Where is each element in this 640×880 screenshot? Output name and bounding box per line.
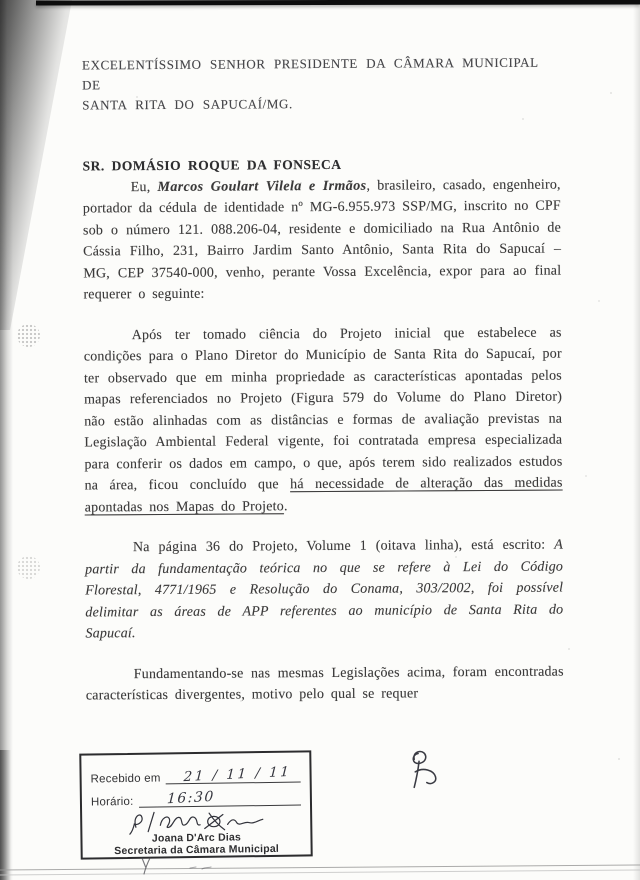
stamp-time-row [91, 783, 301, 809]
paragraph-identification: Eu, Marcos Goulart Vilela e Irmãos, brasileiro, casado, engenheiro, portador da cédula de identidade nº MG-6.955.973 SSP/MG, inscrito no CPF sob o número 121. 088.206-04, residente e domiciliado na Rua Antônio de Cássia Filho, 231, Bairro Jardim Santo Antônio, Santa Rita do Sapucaí – MG, CEP 37540-000, venho, perante Vossa Excelência, expor para ao final requerer o seguinte: [82, 177, 562, 303]
paper-speckles [0, 0, 2, 2]
signature-tail-marks [132, 856, 222, 878]
paragraph-quote: Na página 36 do Projeto, Volume 1 (oitava linha), está escrito: A partir da fundamentação teórica no que se refere à Lei do Código Florestal, 4771/1965 e Resolução do Conama, 303/2002, foi possível delimitar as áreas de APP referentes ao município de Santa Rita do Sapucaí. [85, 537, 564, 642]
scan-right-edge-shadow [633, 0, 640, 880]
stamp-received-line [165, 759, 300, 785]
stamp-received-label: Recebido em [90, 772, 161, 786]
addressee-name: SR. DOMÁSIO ROQUE DA FONSECA [82, 156, 342, 174]
handwritten-rubric-icon [392, 740, 450, 798]
paper-smudge [17, 324, 40, 347]
received-stamp [79, 750, 312, 859]
salutation-line-2: SANTA RITA DO SAPUCAÍ/MG. [82, 96, 293, 113]
stamp-time-label: Horário: [90, 795, 134, 809]
stamp-time-handwritten: 16:30 [165, 788, 215, 808]
stamp-received-date-handwritten: 21 / 11 / 11 [183, 763, 292, 786]
salutation-line-1: EXCELENTÍSSIMO SENHOR PRESIDENTE DA CÂMARA MUNICIPAL DE [81, 54, 539, 93]
letter-salutation [82, 53, 560, 116]
stamp-time-line [138, 782, 301, 808]
stamp-signatory-title: Secretaria da Câmara Municipal [114, 842, 280, 858]
scan-top-edge-bar [36, 0, 640, 6]
scan-left-bottom-shadow [0, 750, 11, 880]
paragraph-request: Fundamentando-se nas mesmas Legislações acima, foram encontradas características divergentes, motivo pelo qual se requer [85, 664, 564, 704]
paragraph-exposition: Após ter tomado ciência do Projeto inicial que estabelece as condições para o Plano Diretor do Município de Santa Rita do Sapucaí, por ter observado que em minha propriedade as características apontadas pelos mapas referenciados no Projeto (Figura 579 do Volume do Plano Diretor) não estão alinhadas com as distâncias e formas de avaliação previstas na Legislação Ambiental Federal vigente, foi contratada empresa especializada para conferir os dados em campo, o que, após terem sido realizados estudos na área, ficou concluído que há necessidade de alteração das medidas apontadas nos Mapas do Projeto. [83, 325, 563, 515]
paper-smudge [17, 556, 40, 579]
scan-left-edge-shadow [0, 0, 13, 880]
stamp-signatory-name: Joana D'Arc Dias [151, 831, 242, 845]
letter-body [82, 53, 564, 726]
paper-fold-line [0, 864, 640, 875]
